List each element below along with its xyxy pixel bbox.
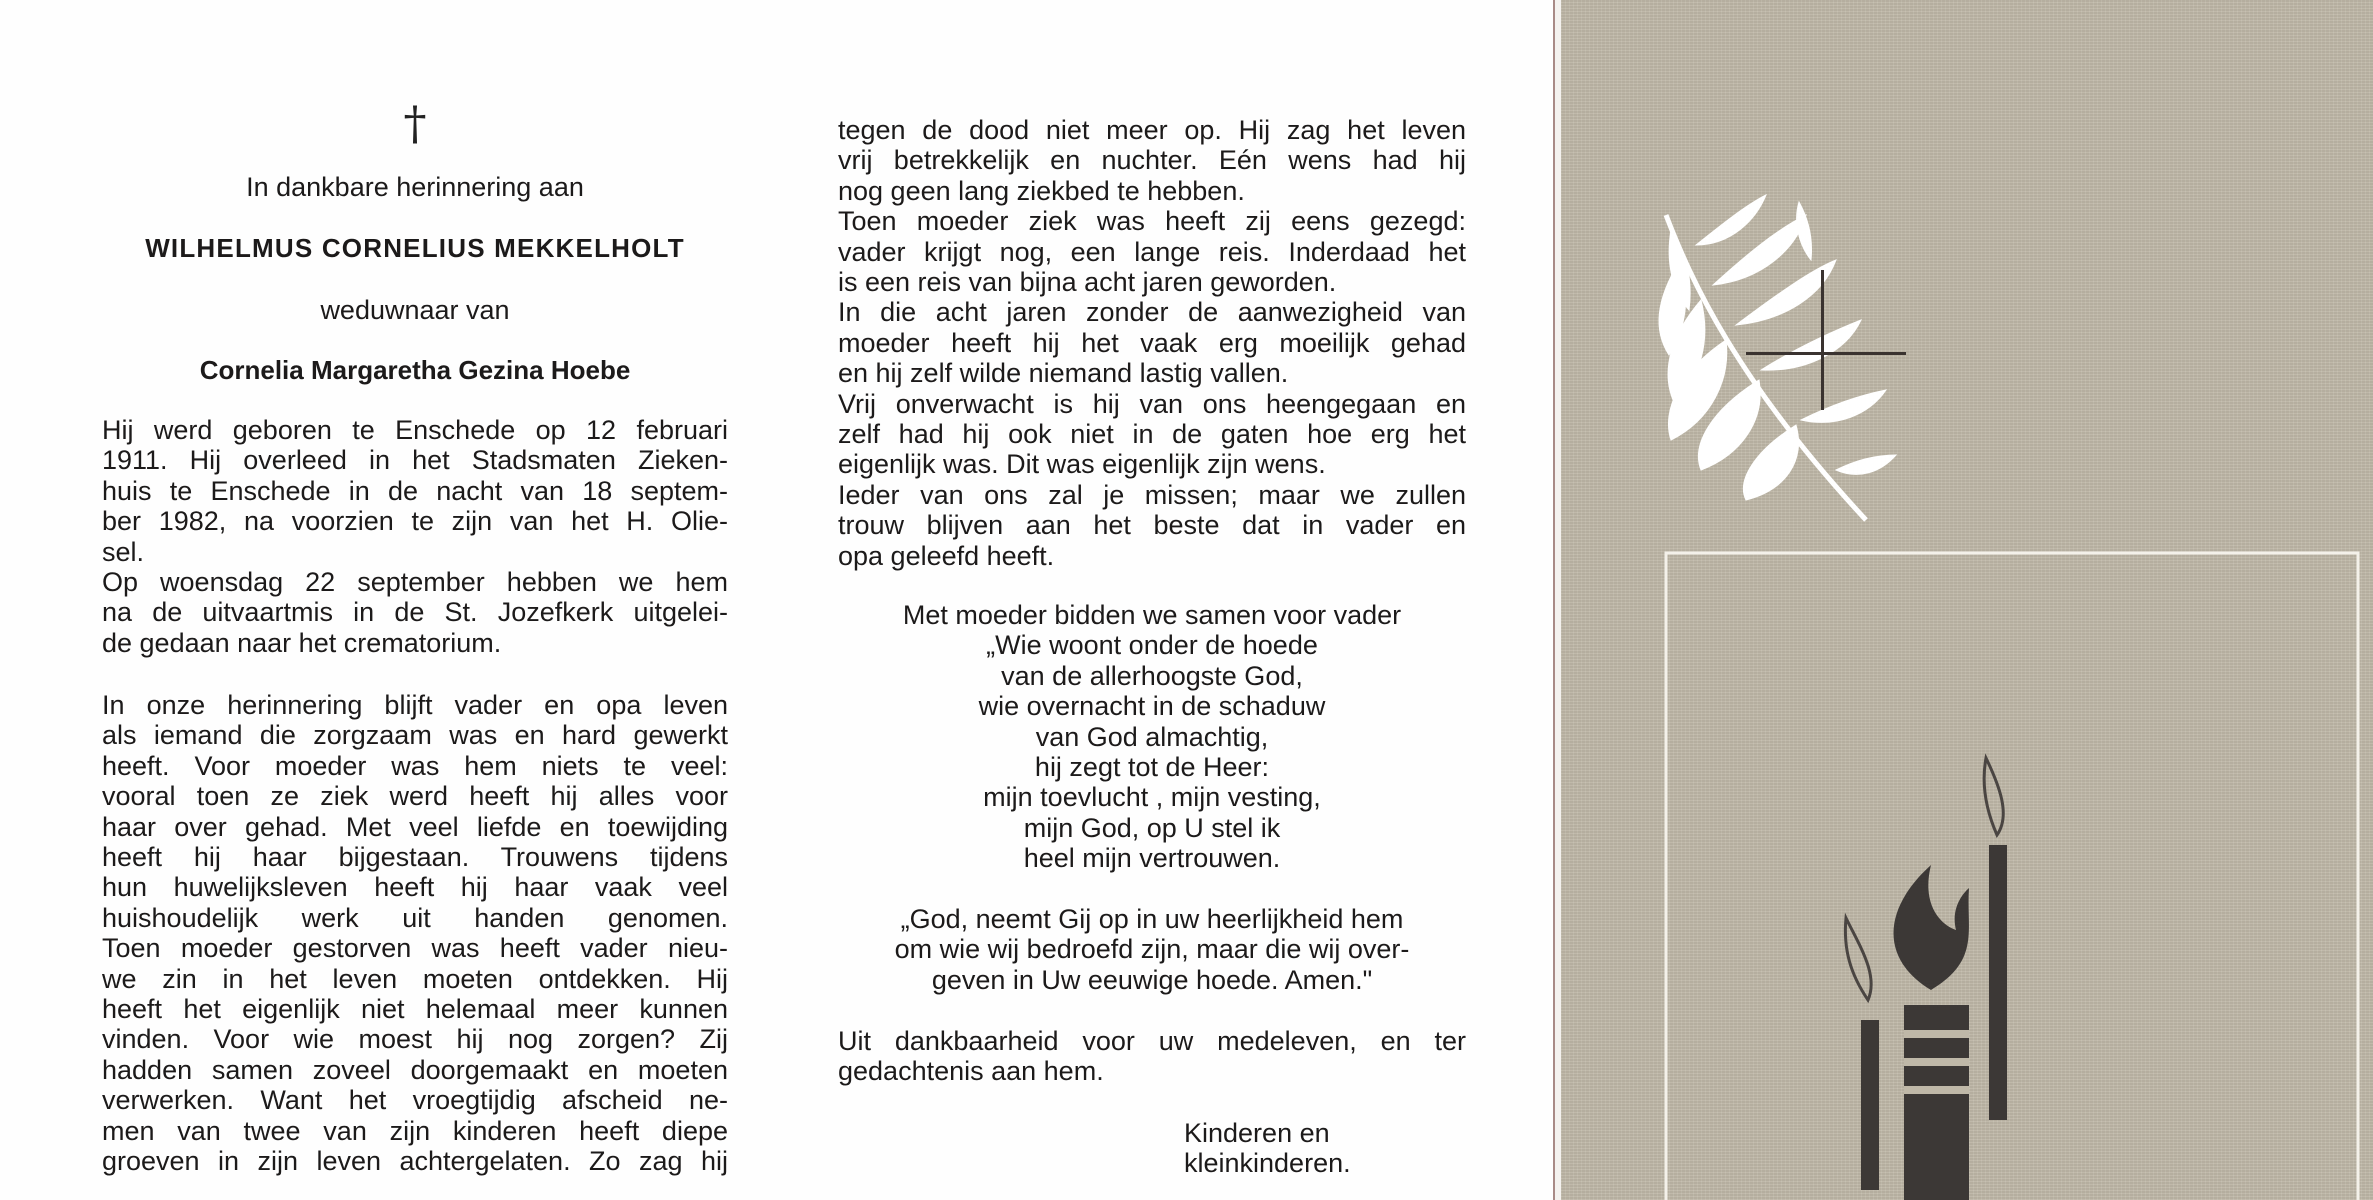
closing-prayer <box>838 904 1466 995</box>
text-line: na de uitvaartmis in de St. Jozefkerk uitgelei- <box>102 597 728 628</box>
text-line: hun huwelijksleven heeft hij haar vaak veel <box>102 872 728 903</box>
text-line: Toen moeder gestorven was heeft vader nieu- <box>102 933 728 964</box>
text-line: „Wie woont onder de hoede <box>986 630 1318 661</box>
text-line: van de allerhoogste God, <box>1001 660 1303 691</box>
text-line: vinden. Voor wie moest hij nog zorgen? Zij <box>102 1024 728 1055</box>
text-line: Met moeder bidden we samen voor vader <box>902 600 1402 630</box>
card-frame <box>1666 553 2358 1200</box>
text-line: van God almachtig, <box>1035 721 1269 752</box>
spouse-name: Cornelia Margaretha Gezina Hoebe <box>199 355 631 385</box>
text-line: Toen moeder ziek was heeft zij eens gezegd: <box>838 206 1466 237</box>
text-line: In onze herinnering blijft vader en opa leven <box>102 690 728 720</box>
text-line: Op woensdag 22 september hebben we hem <box>102 567 728 598</box>
text-line: huis te Enschede in de nacht van 18 septem- <box>102 475 728 506</box>
text-line: mijn toevlucht , mijn vesting, <box>983 782 1321 813</box>
text-line: heeft hij haar bijgestaan. Trouwens tijdens <box>102 842 728 873</box>
paragraph-final-years <box>838 115 1466 571</box>
text-line: heeft. Voor moeder was hem niets te veel: <box>102 750 728 781</box>
paragraph-memories <box>102 690 728 1177</box>
text-line: de gedaan naar het crematorium. <box>102 627 502 658</box>
text-line: Ieder van ons zal je missen; maar we zullen <box>838 479 1466 510</box>
text-line: nog geen lang ziekbed te hebben. <box>838 175 1245 206</box>
text-line: men van twee van zijn kinderen heeft diepe <box>102 1115 728 1146</box>
text-line: vader krijgt nog, een lange reis. Inderdaad het <box>838 236 1466 267</box>
text-line: moeder heeft hij het vaak erg moeilijk gehad <box>838 327 1466 358</box>
text-line: we zin in het leven moeten ontdekken. Hij <box>102 963 728 994</box>
text-line: zelf had hij ook niet in de gaten hoe erg het <box>838 419 1466 450</box>
signature <box>1184 1118 1351 1179</box>
text-line: hadden samen zoveel doorgemaakt en moeten <box>102 1054 728 1085</box>
thanks-paragraph <box>838 1026 1466 1087</box>
card-illustration <box>1561 0 2373 1200</box>
text-line: ber 1982, na voorzien te zijn van het H. Olie- <box>102 506 728 537</box>
text-line: Uit dankbaarheid voor uw medeleven, en ter <box>838 1026 1466 1056</box>
text-line: vrij betrekkelijk en nuchter. Eén wens had hij <box>838 145 1466 176</box>
relation-line: weduwnaar van <box>320 295 510 325</box>
text-line: is een reis van bijna acht jaren geworden. <box>838 267 1337 298</box>
text-line: sel. <box>102 536 145 567</box>
text-line: geven in Uw eeuwige hoede. Amen." <box>931 964 1373 995</box>
paragraph-birth-death <box>102 415 728 658</box>
text-line: trouw blijven aan het beste dat in vader en <box>838 510 1466 541</box>
card-cover <box>1561 0 2373 1200</box>
text-line: en hij zelf wilde niemand lastig vallen. <box>838 358 1289 389</box>
text-line: verwerken. Want het vroegtijdig afscheid ne- <box>102 1085 728 1116</box>
candles-icon <box>1845 758 2007 1200</box>
deceased-name: WILHELMUS CORNELIUS MEKKELHOLT <box>145 233 685 263</box>
text-line: hij zegt tot de Heer: <box>1034 752 1270 783</box>
text-line: mijn God, op U stel ik <box>1023 812 1281 843</box>
text-line: heeft het eigenlijk niet helemaal meer kunnen <box>102 994 728 1025</box>
text-line: om wie wij bedroefd zijn, maar die wij over- <box>894 934 1410 965</box>
text-line: tegen de dood niet meer op. Hij zag het leven <box>838 115 1466 145</box>
text-line: Hij werd geboren te Enschede op 12 februari <box>102 415 728 445</box>
intro-line: In dankbare herinnering aan <box>246 172 584 202</box>
text-line: Vrij onverwacht is hij van ons heengegaan en <box>838 388 1466 419</box>
text-line: heel mijn vertrouwen. <box>1023 843 1281 874</box>
text-line: 1911. Hij overleed in het Stadsmaten Zieken- <box>102 445 728 476</box>
text-line: huishoudelijk werk uit handen genomen. <box>102 902 728 933</box>
text-line: vooral toen ze ziek werd heeft hij alles voor <box>102 781 728 812</box>
cross-symbol: † <box>403 96 427 150</box>
text-line: opa geleefd heeft. <box>838 540 1055 571</box>
palm-branch-icon <box>1659 195 1896 520</box>
text-line: „God, neemt Gij op in uw heerlijkheid hem <box>900 904 1404 934</box>
text-line: haar over gehad. Met veel liefde en toewijding <box>102 811 728 842</box>
prayer-block <box>838 600 1466 874</box>
text-line: wie overnacht in de schaduw <box>978 691 1326 722</box>
text-line: kleinkinderen. <box>1184 1148 1351 1179</box>
text-line: als iemand die zorgzaam was en hard gewerkt <box>102 720 728 751</box>
text-line: gedachtenis aan hem. <box>838 1056 1104 1087</box>
text-line: Kinderen en <box>1184 1118 1330 1148</box>
text-line: groeven in zijn leven achtergelaten. Zo zag hij <box>102 1146 728 1177</box>
text-line: eigenlijk was. Dit was eigenlijk zijn wens. <box>838 449 1326 480</box>
text-line: In die acht jaren zonder de aanwezigheid van <box>838 297 1466 328</box>
